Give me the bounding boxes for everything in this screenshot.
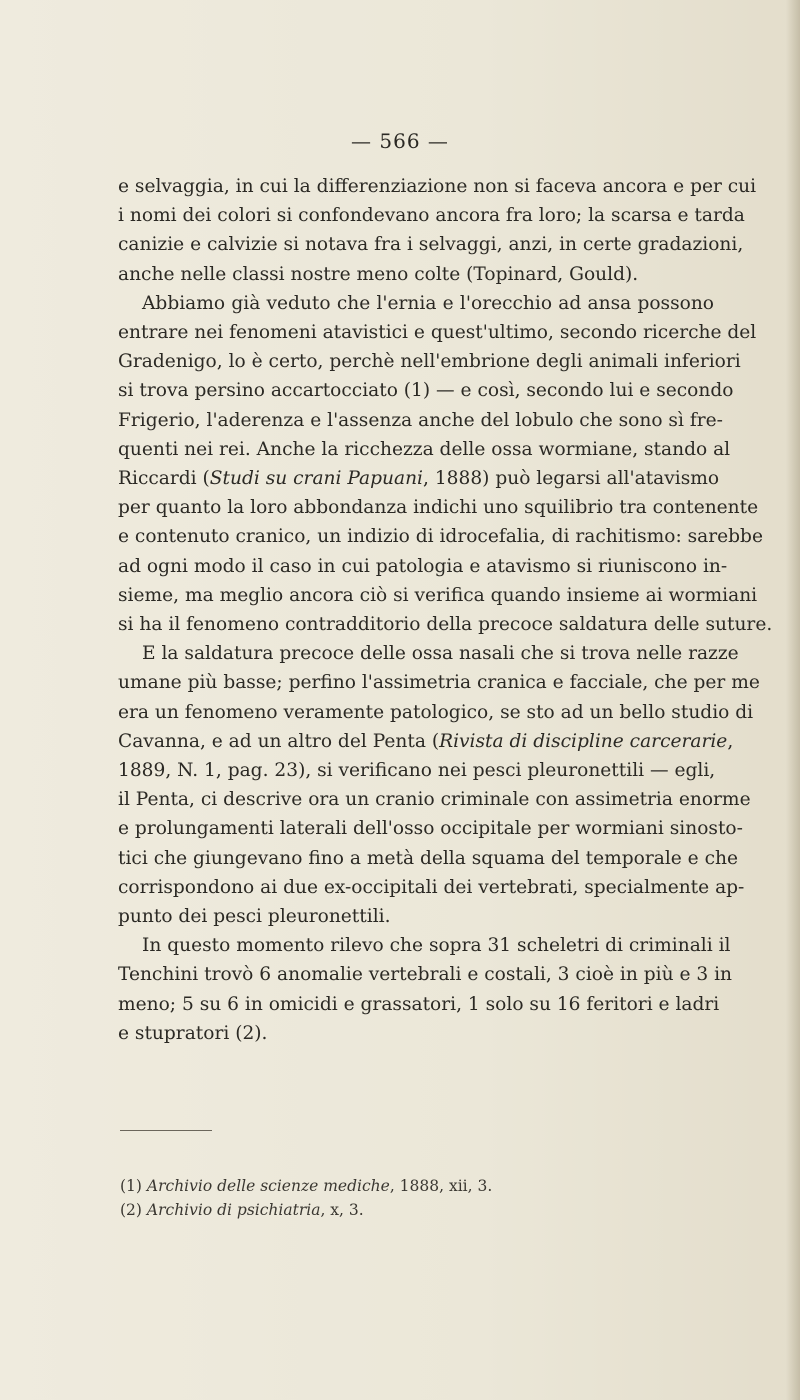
page-edge-shadow — [786, 0, 800, 1400]
text-line: entrare nei fenomeni atavistici e quest'ultimo, secondo ricerche del — [118, 322, 757, 344]
footnotes — [120, 1174, 720, 1222]
text-line: anche nelle classi nostre meno colte (Topinard, Gould). — [118, 263, 639, 285]
text-line: ad ogni modo il caso in cui patologia e atavismo si riuniscono in- — [118, 555, 728, 577]
text-line: meno; 5 su 6 in omicidi e grassatori, 1 solo su 16 feritori e ladri — [118, 993, 720, 1015]
text-line: per quanto la loro abbondanza indichi uno squilibrio tra contenente — [118, 497, 759, 519]
text-line: Frigerio, l'aderenza e l'assenza anche del lobulo che sono sì fre- — [118, 409, 723, 431]
text-line: corrispondono ai due ex-occipitali dei vertebrati, specialmente ap- — [118, 876, 745, 898]
text-line: Gradenigo, lo è certo, perchè nell'embrione degli animali inferiori — [118, 351, 741, 373]
text-line: umane più basse; perfino l'assimetria cranica e facciale, che per me — [118, 672, 760, 694]
page-number: — 566 — — [351, 129, 449, 153]
text-line: e contenuto cranico, un indizio di idrocefalia, di rachitismo: sarebbe — [118, 526, 763, 548]
text-line: i nomi dei colori si confondevano ancora fra loro; la scarsa e tarda — [118, 205, 745, 227]
text-line: In questo momento rilevo che sopra 31 scheletri di criminali il — [142, 935, 731, 957]
text-line: sieme, ma meglio ancora ciò si verifica quando insieme ai wormiani — [118, 584, 758, 606]
text-line: e selvaggia, in cui la differenziazione non si faceva ancora e per cui — [118, 176, 757, 197]
footnote-title: Archivio delle scienze mediche — [146, 1177, 390, 1195]
text-line: e prolungamenti laterali dell'osso occipitale per wormiani sinosto- — [118, 818, 743, 840]
footnote-title: Archivio di psichiatria — [146, 1201, 321, 1219]
text-line: E la saldatura precoce delle ossa nasali che si trova nelle razze — [142, 643, 739, 665]
text-line: e stupratori (2). — [118, 1022, 268, 1044]
text-line: Riccardi (Studi su crani Papuani, 1888) può legarsi all'atavismo — [118, 468, 720, 490]
text-line: canizie e calvizie si notava fra i selvaggi, anzi, in certe gradazioni, — [118, 234, 744, 256]
text-line: Tenchini trovò 6 anomalie vertebrali e costali, 3 cioè in più e 3 in — [118, 964, 733, 986]
text-line: Cavanna, e ad un altro del Penta (Rivista di discipline carcerarie, — [118, 730, 734, 752]
body-text — [118, 172, 773, 1048]
footnote-1: (1) Archivio delle scienze mediche, 1888, xii, 3. — [120, 1177, 493, 1195]
text-line: era un fenomeno veramente patologico, se sto ad un bello studio di — [118, 701, 754, 723]
text-line: si trova persino accartocciato (1) — e così, secondo lui e secondo — [118, 380, 734, 402]
text-line: punto dei pesci pleuronettili. — [118, 906, 391, 928]
text-line: 1889, N. 1, pag. 23), si verificano nei pesci pleuronettili — egli, — [118, 760, 716, 782]
citation-title: Rivista di discipline carcerarie — [439, 730, 728, 752]
text-line: tici che giungevano fino a metà della squama del temporale e che — [118, 847, 738, 869]
footnote-divider — [120, 1130, 212, 1131]
text-line: Abbiamo già veduto che l'ernia e l'orecchio ad ansa possono — [142, 292, 714, 314]
text-line: quenti nei rei. Anche la ricchezza delle ossa wormiane, stando al — [118, 438, 731, 460]
footnote-2: (2) Archivio di psichiatria, x, 3. — [120, 1201, 364, 1219]
citation-title: Studi su crani Papuani — [209, 468, 424, 490]
text-line: si ha il fenomeno contradditorio della precoce saldatura delle suture. — [118, 614, 773, 636]
text-line: il Penta, ci descrive ora un cranio criminale con assimetria enorme — [118, 789, 751, 811]
